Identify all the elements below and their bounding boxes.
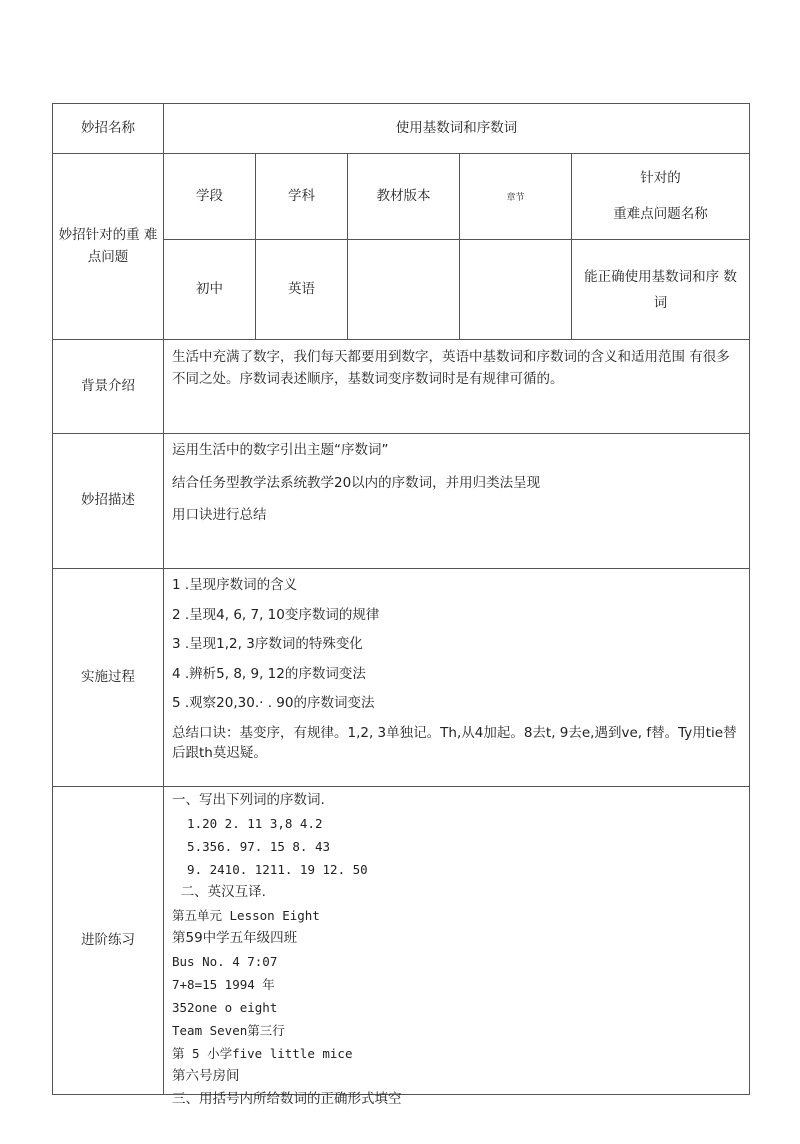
exercise-line: 1.20 2. 11 3,8 4.2 xyxy=(172,816,323,831)
header-chapter xyxy=(460,154,572,240)
row-background xyxy=(53,340,750,434)
exercise-line: 5.356. 97. 15 8. 43 xyxy=(172,839,331,854)
lesson-table xyxy=(52,103,750,1107)
exercise-line: 第59中学五年级四班 xyxy=(172,930,298,946)
background-label: 背景介绍 xyxy=(53,340,164,434)
exercise-line: 第五单元 Lesson Eight xyxy=(172,908,320,923)
value-chapter xyxy=(460,240,572,340)
process-label: 实施过程 xyxy=(53,569,164,787)
row-name xyxy=(53,104,750,154)
process-step: 3 .呈现1,2, 3序数词的特殊变化 xyxy=(172,636,363,653)
description-content xyxy=(164,434,750,569)
process-step: 2 .呈现4, 6, 7, 10变序数词的规律 xyxy=(172,606,380,623)
description-line: 用口诀进行总结 xyxy=(172,507,267,524)
exercise-line: 7+8=15 1994 年 xyxy=(172,977,275,992)
process-summary: 总结口诀：基变序，有规律。1,2, 3单独记。Th,从4加起。8去t, 9去e,遇到ve, f替。Ty用tie替后跟th莫迟疑。 xyxy=(172,724,737,761)
header-subject: 学科 xyxy=(256,154,348,240)
background-text: 生活中充满了数字，我们每天都要用到数字，英语中基数词和序数词的含义和适用范围 有很多不同之处。序数词表述顺序，基数词变序数词时是有规律可循的。 xyxy=(164,340,750,434)
row-description xyxy=(53,434,750,569)
value-problem: 能正确使用基数词和序 数词 xyxy=(572,240,750,340)
exercise-clip xyxy=(172,789,741,1107)
exercise-line: 第六号房间 xyxy=(172,1068,240,1084)
description-line: 结合任务型教学法系统教学20以内的序数词，并用归类法呈现 xyxy=(172,474,541,491)
exercise-content xyxy=(164,787,750,1107)
exercise-line: Bus No. 4 7:07 xyxy=(172,954,278,969)
process-step: 5 .观察20,30.· . 90的序数词变法 xyxy=(172,695,375,712)
header-stage: 学段 xyxy=(164,154,256,240)
exercise-line: 352one o eight xyxy=(172,1000,278,1015)
row-exercise xyxy=(53,787,750,1095)
header-problem xyxy=(572,154,750,240)
value-textbook xyxy=(348,240,460,340)
header-chapter-text: 章节 xyxy=(506,192,525,203)
name-label: 妙招名称 xyxy=(53,104,164,154)
name-value: 使用基数词和序数词 xyxy=(164,104,750,154)
row-problem-header xyxy=(53,154,750,240)
header-problem-line2: 重难点问题名称 xyxy=(613,205,708,222)
description-label: 妙招描述 xyxy=(53,434,164,569)
header-problem-line1: 针对的 xyxy=(640,169,681,186)
exercise-line: 二、英汉互译. xyxy=(172,884,266,900)
problem-label: 妙招针对的重 难点问题 xyxy=(53,154,164,340)
exercise-line: Team Seven第三行 xyxy=(172,1023,285,1038)
exercise-line: 第 5 小学five little mice xyxy=(172,1046,353,1061)
process-step: 1 .呈现序数词的含义 xyxy=(172,577,298,593)
value-stage: 初中 xyxy=(164,240,256,340)
process-step: 4 .辨析5, 8, 9, 12的序数词变法 xyxy=(172,665,366,682)
exercise-line: 三、用括号内所给数词的正确形式填空 xyxy=(172,1091,402,1107)
row-process xyxy=(53,569,750,787)
header-textbook: 教材版本 xyxy=(348,154,460,240)
exercise-label: 进阶练习 xyxy=(53,787,164,1095)
description-line: 运用生活中的数字引出主题“序数词” xyxy=(172,442,389,458)
exercise-line: 9. 2410. 1211. 19 12. 50 xyxy=(172,862,368,877)
process-content xyxy=(164,569,750,787)
value-subject: 英语 xyxy=(256,240,348,340)
exercise-line: 一、写出下列词的序数词. xyxy=(172,792,325,808)
